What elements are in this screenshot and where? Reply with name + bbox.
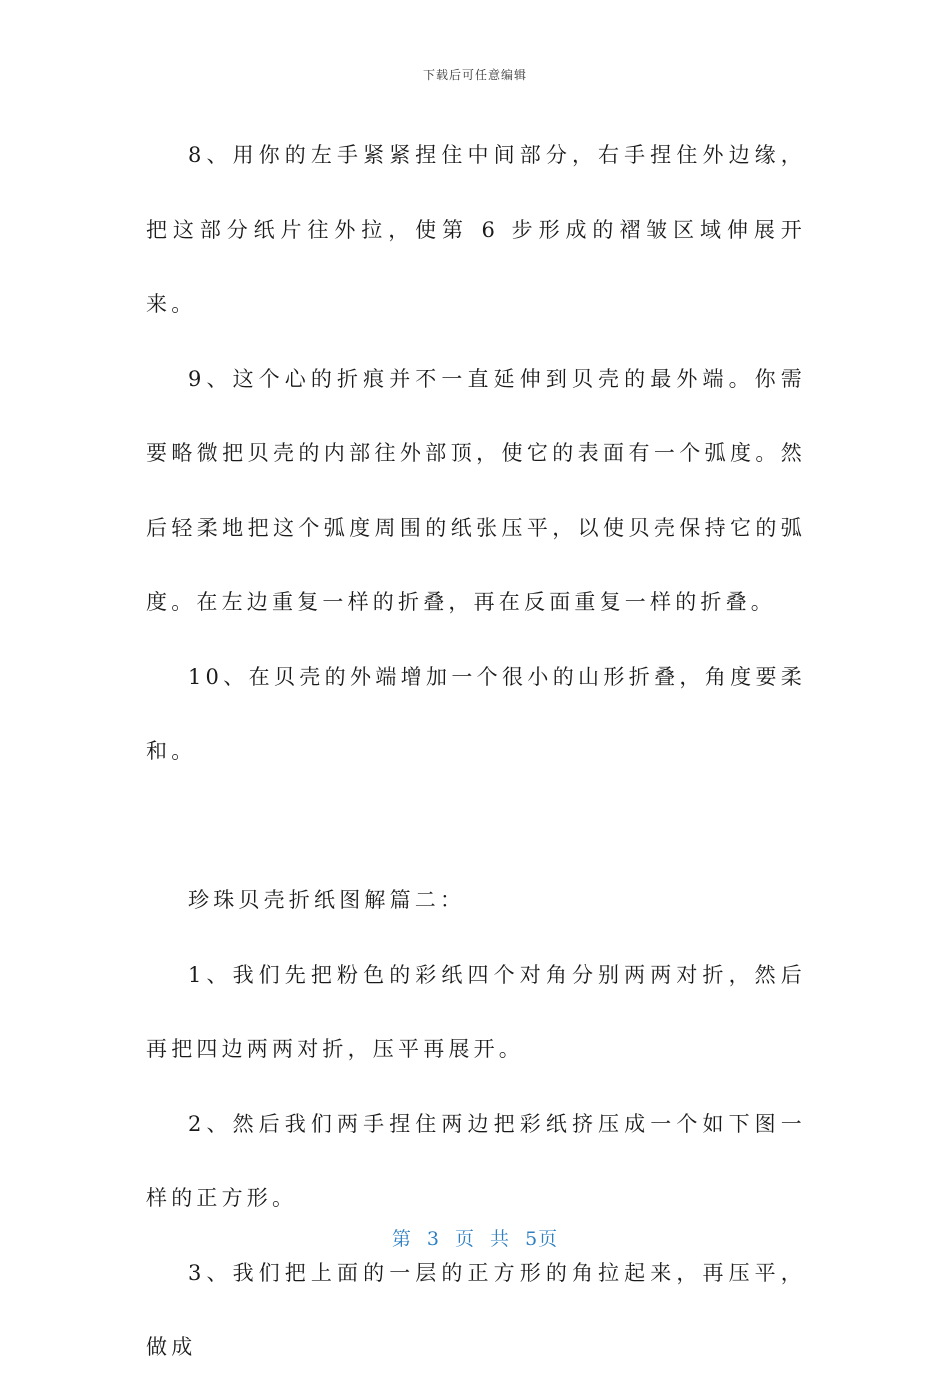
paragraph-step-1: 1、我们先把粉色的彩纸四个对角分别两两对折，然后再把四边两两对折，压平再展开。 [146,962,806,1061]
paragraph-step-2: 2、然后我们两手捏住两边把彩纸挤压成一个如下图一样的正方形。 [146,1111,806,1210]
paragraph-step-8: 8、用你的左手紧紧捏住中间部分，右手捏住外边缘，把这部分纸片往外拉，使第 6 步形成的褶皱区域伸展开来。 [146,143,806,316]
header-note: 下载后可任意编辑 [422,68,527,82]
paragraph-step-10: 10、在贝壳的外端增加一个很小的山形折叠，角度要柔和。 [146,664,806,763]
paragraph-step-9: 9、这个心的折痕并不一直延伸到贝壳的最外端。你需要略微把贝壳的内部往外部顶，使它的表面有一个弧度。然后轻柔地把这个弧度周围的纸张压平，以使贝壳保持它的弧度。在左边重复一样的折叠，再在反面重复一样的折叠。 [146,366,806,614]
page-number: 第 3 页 共 5页 [391,1228,559,1250]
paragraph-spacer [146,789,806,864]
paragraph-step-3: 3、我们把上面的一层的正方形的角拉起来，再压平，做成 [146,1260,806,1359]
document-body [146,118,806,1385]
section-heading: 珍珠贝壳折纸图解篇二： [188,888,466,912]
